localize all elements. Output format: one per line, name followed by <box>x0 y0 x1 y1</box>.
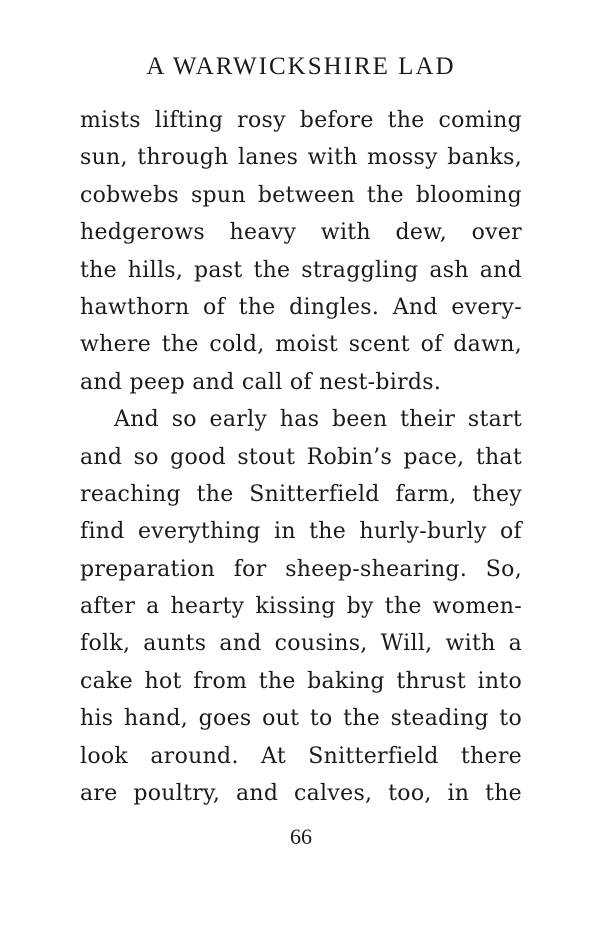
running-head: A WARWICKSHIRE LAD <box>146 53 456 80</box>
text-line: and so good stout Robin’s pace, that <box>80 444 522 470</box>
text-line: look around. At Snitterfield there <box>80 743 522 769</box>
text-line: and peep and call of nest-birds. <box>80 369 442 395</box>
text-line: hawthorn of the dingles. And every- <box>80 294 522 320</box>
text-line: are poultry, and calves, too, in the <box>80 781 522 807</box>
text-line: sun, through lanes with mossy banks, <box>80 145 522 171</box>
text-line: the hills, past the straggling ash and <box>80 257 522 283</box>
text-line: where the cold, moist scent of dawn, <box>80 332 522 358</box>
text-line: his hand, goes out to the steading to <box>80 706 522 732</box>
text-line: after a hearty kissing by the women- <box>80 594 522 620</box>
text-line: cobwebs spun between the blooming <box>80 182 522 208</box>
paragraph-1 <box>80 102 522 401</box>
body-text <box>80 102 522 812</box>
text-line: preparation for sheep-shearing. So, <box>80 556 522 582</box>
text-line: cake hot from the baking thrust into <box>80 668 522 694</box>
text-line: reaching the Snitterfield farm, they <box>80 481 522 507</box>
text-line: mists lifting rosy before the coming <box>80 108 522 133</box>
page-number: 66 <box>290 824 312 849</box>
text-line: hedgerows heavy with dew, over <box>80 220 522 246</box>
text-line: And so early has been their start <box>114 407 522 433</box>
text-line: folk, aunts and cousins, Will, with a <box>80 631 522 657</box>
paragraph-2 <box>80 401 522 812</box>
text-line: find everything in the hurly-burly of <box>80 519 522 545</box>
